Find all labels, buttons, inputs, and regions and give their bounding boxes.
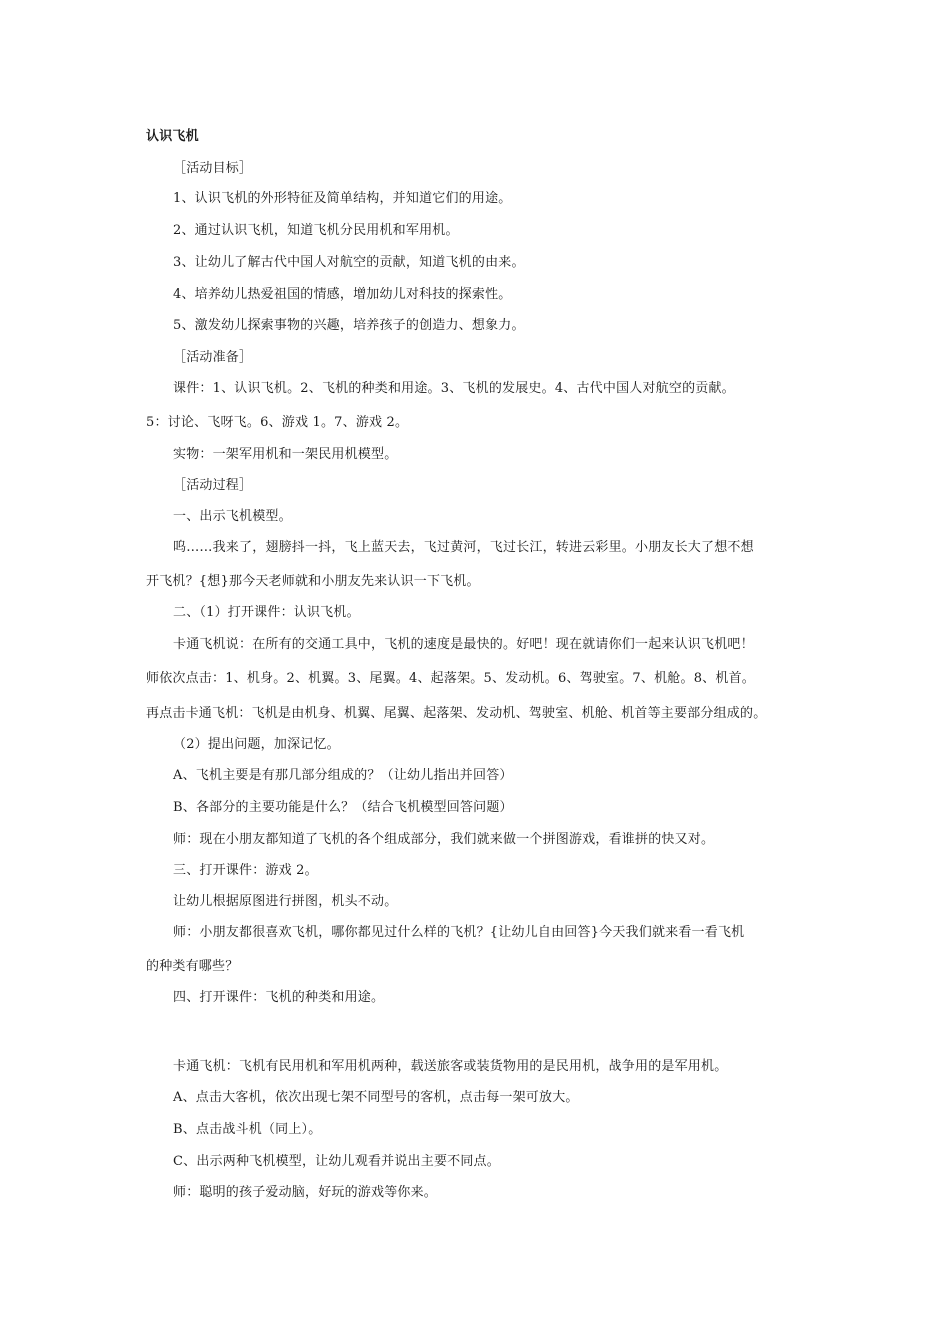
paragraph-line: 开飞机？{想}那今天老师就和小朋友先来认识一下飞机。	[146, 574, 480, 589]
paragraph-line: 卡通飞机：飞机有民用机和军用机两种，载送旅客或装货物用的是民用机，战争用的是军用机。	[173, 1059, 728, 1074]
preparation-courseware-cont: 5：讨论、飞呀飞。6、游戏 1。7、游戏 2。	[146, 415, 409, 430]
question-item: B、各部分的主要功能是什么？（结合飞机模型回答问题）	[173, 800, 513, 815]
goal-item: 1、认识飞机的外形特征及简单结构，并知道它们的用途。	[173, 191, 512, 206]
goal-item: 2、通过认识飞机，知道飞机分民用机和军用机。	[173, 223, 459, 238]
process-step: 四、打开课件：飞机的种类和用途。	[173, 990, 385, 1005]
process-substep: （2）提出问题，加深记忆。	[173, 737, 340, 752]
paragraph-line: 卡通飞机说：在所有的交通工具中，飞机的速度是最快的。好吧！现在就请你们一起来认识飞机吧！	[173, 637, 754, 652]
paragraph-line: 师依次点击：1、机身。2、机翼。3、尾翼。4、起落架。5、发动机。6、驾驶室。7、机舱。8、机首。	[146, 671, 755, 686]
section-heading-goals: ［活动目标］	[173, 161, 253, 176]
document-title: 认识飞机	[146, 129, 199, 144]
paragraph-line: 呜……我来了，翅膀抖一抖，飞上蓝天去，飞过黄河，飞过长江，转进云彩里。小朋友长大了想不想	[173, 540, 754, 555]
goal-item: 3、让幼儿了解古代中国人对航空的贡献，知道飞机的由来。	[173, 255, 525, 270]
paragraph-line: 的种类有哪些？	[146, 959, 239, 974]
question-item: A、飞机主要是有那几部分组成的？（让幼儿指出并回答）	[173, 768, 513, 783]
process-step: 三、打开课件：游戏 2。	[173, 863, 318, 878]
paragraph-line: 师：小朋友都很喜欢飞机，哪你都见过什么样的飞机？{让幼儿自由回答}今天我们就来看一看飞机	[173, 925, 745, 940]
preparation-objects: 实物：一架军用机和一架民用机模型。	[173, 447, 398, 462]
list-item: A、点击大客机，依次出现七架不同型号的客机，点击每一架可放大。	[173, 1090, 579, 1105]
preparation-courseware: 课件：1、认识飞机。2、飞机的种类和用途。3、飞机的发展史。4、古代中国人对航空的贡献。	[173, 381, 735, 396]
list-item: C、出示两种飞机模型，让幼儿观看并说出主要不同点。	[173, 1154, 500, 1169]
paragraph-line: 让幼儿根据原图进行拼图，机头不动。	[173, 894, 398, 909]
paragraph-line: 师：现在小朋友都知道了飞机的各个组成部分，我们就来做一个拼图游戏，看谁拼的快又对。	[173, 832, 715, 847]
section-heading-preparation: ［活动准备］	[173, 350, 253, 365]
paragraph-line: 再点击卡通飞机：飞机是由机身、机翼、尾翼、起落架、发动机、驾驶室、机舱、机首等主要部分组成的。	[146, 706, 767, 721]
list-item: B、点击战斗机（同上）。	[173, 1122, 322, 1137]
paragraph-line: 师：聪明的孩子爱动脑，好玩的游戏等你来。	[173, 1185, 438, 1200]
goal-item: 4、培养幼儿热爱祖国的情感，增加幼儿对科技的探索性。	[173, 287, 512, 302]
section-heading-process: ［活动过程］	[173, 478, 253, 493]
process-step: 二、（1）打开课件：认识飞机。	[173, 605, 360, 620]
process-step: 一、出示飞机模型。	[173, 509, 292, 524]
goal-item: 5、激发幼儿探索事物的兴趣，培养孩子的创造力、想象力。	[173, 318, 525, 333]
